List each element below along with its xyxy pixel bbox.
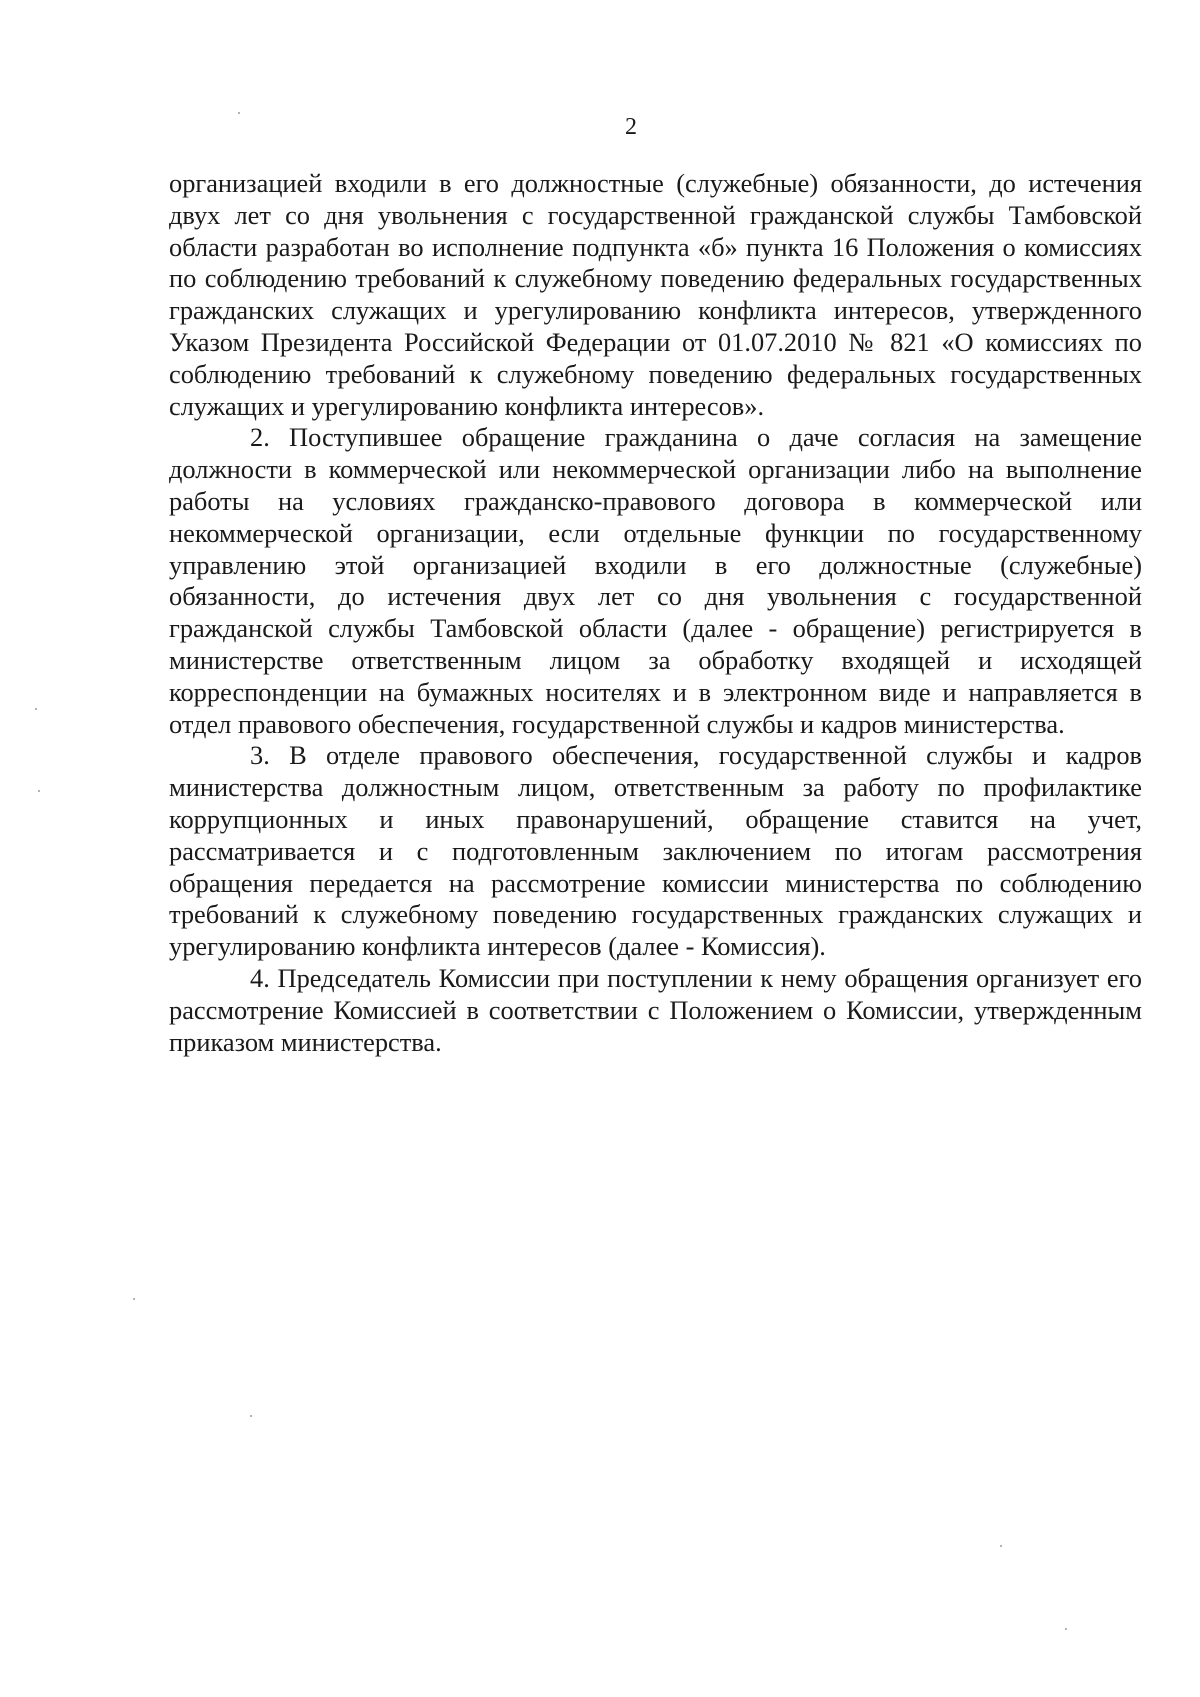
scan-speck [35, 708, 37, 710]
scan-speck [250, 1415, 252, 1417]
scan-speck [38, 790, 40, 792]
page-number: 2 [625, 114, 637, 140]
paragraph-3: 3. В отделе правового обеспечения, государственной службы и кадров министерства должностным лицом, ответственным за работу по профилактике коррупционных и иных правонарушений, обращение ставится на учет, рассматривается и с подготовленным заключением по итогам рассмотрения обращения передается на рассмотрение комиссии министерства по соблюдению требований к служебному поведению государственных гражданских служащих и урегулированию конфликта интересов (далее - Комиссия). [169, 740, 1142, 962]
scan-speck [133, 1298, 135, 1300]
paragraph-continuation: организацией входили в его должностные (служебные) обязанности, до истечения двух лет со дня увольнения с государственной гражданской службы Тамбовской области разработан во исполнение подпункта «б» пункта 16 Положения о комиссиях по соблюдению требований к служебному поведению федеральных государственных гражданских служащих и урегулированию конфликта интересов, утвержденного Указом Президента Российской Федерации от 01.07.2010 № 821 «О комиссиях по соблюдению требований к служебному поведению федеральных государственных служащих и урегулированию конфликта интересов». [169, 168, 1142, 421]
scan-speck [1065, 1628, 1067, 1630]
document-body [169, 168, 1142, 1058]
paragraph-2: 2. Поступившее обращение гражданина о даче согласия на замещение должности в коммерческой или некоммерческой организации либо на выполнение работы на условиях гражданско-правового договора в коммерческой или некоммерческой организации, если отдельные функции по государственному управлению этой организацией входили в его должностные (служебные) обязанности, до истечения двух лет со дня увольнения с государственной гражданской службы Тамбовской области (далее - обращение) регистрируется в министерстве ответственным лицом за обработку входящей и исходящей корреспонденции на бумажных носителях и в электронном виде и направляется в отдел правового обеспечения, государственной службы и кадров министерства. [169, 422, 1142, 739]
scan-speck [1000, 1545, 1002, 1547]
scan-speck [238, 112, 240, 114]
paragraph-4: 4. Председатель Комиссии при поступлении к нему обращения организует его рассмотрение Комиссией в соответствии с Положением о Комиссии, утвержденным приказом министерства. [169, 962, 1142, 1057]
